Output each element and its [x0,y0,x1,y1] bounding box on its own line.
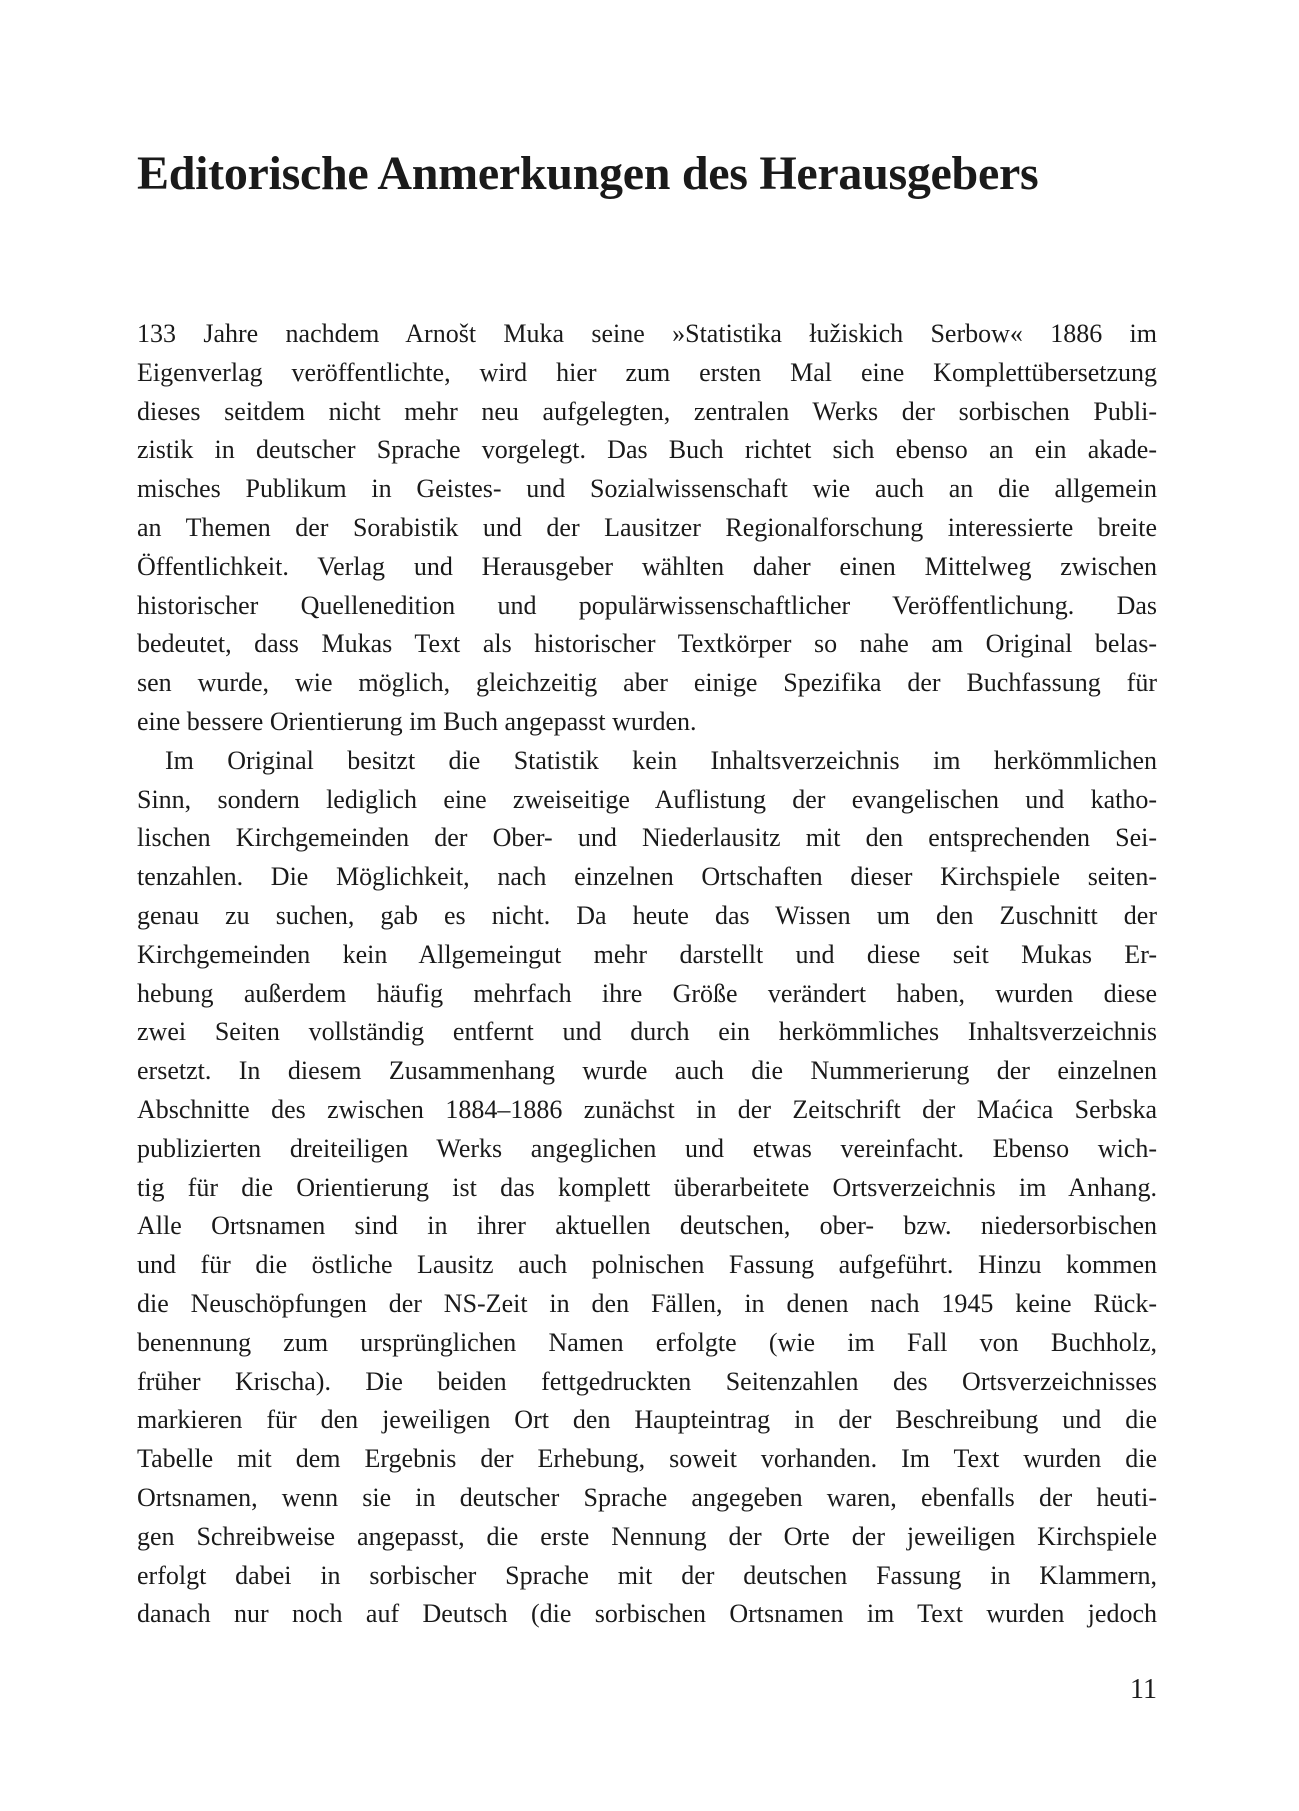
text-line: danach nur noch auf Deutsch (die sorbischen Ortsnamen im Text wurden jedoch [137,1599,1157,1629]
text-line: tig für die Orientierung ist das komplett überarbeitete Ortsverzeichnis im Anhang. [137,1172,1157,1202]
text-line: Sinn, sondern lediglich eine zweiseitige Auflistung der evangelischen und katho- [137,784,1157,814]
text-line: Ortsnamen, wenn sie in deutscher Sprache angegeben waren, ebenfalls der heuti- [137,1482,1157,1512]
body-text [137,315,1157,1634]
text-line: Eigenverlag veröffentlichte, wird hier zum ersten Mal eine Komplettübersetzung [137,357,1157,387]
page-number: 11 [1130,1674,1157,1705]
text-line: bedeutet, dass Mukas Text als historischer Textkörper so nahe am Original belas- [137,629,1157,659]
text-line: benennung zum ursprünglichen Namen erfolgte (wie im Fall von Buchholz, [137,1327,1157,1357]
text-line: die Neuschöpfungen der NS-Zeit in den Fällen, in denen nach 1945 keine Rück- [137,1288,1157,1318]
text-line: Öffentlichkeit. Verlag und Herausgeber wählten daher einen Mittelweg zwischen [137,551,1157,581]
text-line: Im Original besitzt die Statistik kein Inhaltsverzeichnis im herkömmlichen [165,745,1157,775]
text-line: gen Schreibweise angepasst, die erste Nennung der Orte der jeweiligen Kirchspiele [137,1521,1157,1551]
text-line: historischer Quellenedition und populärwissenschaftlicher Veröffentlichung. Das [137,590,1157,620]
text-line: zistik in deutscher Sprache vorgelegt. Das Buch richtet sich ebenso an ein akade- [137,435,1157,465]
text-line: lischen Kirchgemeinden der Ober- und Niederlausitz mit den entsprechenden Sei- [137,823,1157,853]
text-line: ersetzt. In diesem Zusammenhang wurde auch die Nummerierung der einzelnen [137,1056,1157,1086]
text-line: erfolgt dabei in sorbischer Sprache mit der deutschen Fassung in Klammern, [137,1560,1157,1590]
text-line: an Themen der Sorabistik und der Lausitzer Regionalforschung interessierte breite [137,512,1157,542]
chapter-heading: Editorische Anmerkungen des Herausgebers [137,147,1039,201]
text-line: publizierten dreiteiligen Werks angeglichen und etwas vereinfacht. Ebenso wich- [137,1133,1157,1163]
text-line: markieren für den jeweiligen Ort den Haupteintrag in der Beschreibung und die [137,1405,1157,1435]
text-line: sen wurde, wie möglich, gleichzeitig aber einige Spezifika der Buchfassung für [137,668,1157,698]
text-line: hebung außerdem häufig mehrfach ihre Größe verändert haben, wurden diese [137,978,1157,1008]
text-line: misches Publikum in Geistes- und Sozialwissenschaft wie auch an die allgemein [137,474,1157,504]
text-line: zwei Seiten vollständig entfernt und durch ein herkömmliches Inhaltsverzeichnis [137,1017,1157,1047]
text-line: und für die östliche Lausitz auch polnischen Fassung aufgeführt. Hinzu kommen [137,1250,1157,1280]
text-line: früher Krischa). Die beiden fettgedruckten Seitenzahlen des Ortsverzeichnisses [137,1366,1157,1396]
text-line: Alle Ortsnamen sind in ihrer aktuellen deutschen, ober- bzw. niedersorbischen [137,1211,1157,1241]
text-line: tenzahlen. Die Möglichkeit, nach einzelnen Ortschaften dieser Kirchspiele seiten- [137,862,1157,892]
text-line: 133 Jahre nachdem Arnošt Muka seine »Statistika łužiskich Serbow« 1886 im [137,319,1157,348]
text-line: Tabelle mit dem Ergebnis der Erhebung, soweit vorhanden. Im Text wurden die [137,1444,1157,1474]
text-line: eine bessere Orientierung im Buch angepasst wurden. [137,706,697,736]
text-line: Kirchgemeinden kein Allgemeingut mehr darstellt und diese seit Mukas Er- [137,939,1157,969]
text-line: dieses seitdem nicht mehr neu aufgelegten, zentralen Werks der sorbischen Publi- [137,396,1157,426]
text-line: Abschnitte des zwischen 1884–1886 zunächst in der Zeitschrift der Maćica Serbska [137,1094,1157,1124]
text-line: genau zu suchen, gab es nicht. Da heute das Wissen um den Zuschnitt der [137,900,1157,930]
